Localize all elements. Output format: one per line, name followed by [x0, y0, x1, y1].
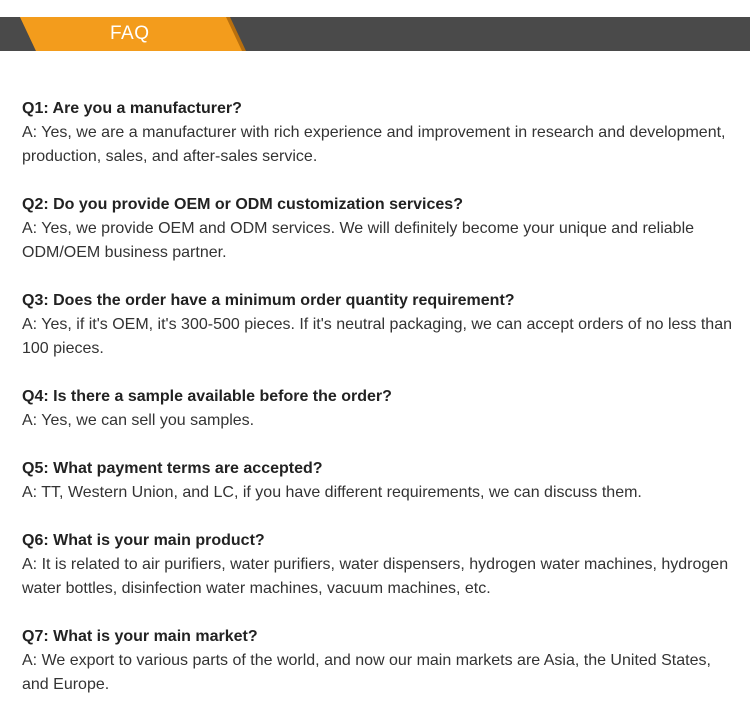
faq-answer: A: We export to various parts of the world, and now our main markets are Asia, the United States, and Europe. [22, 652, 711, 693]
faq-question: Q7: What is your main market? [22, 628, 258, 645]
faq-list [22, 97, 737, 721]
faq-question: Q6: What is your main product? [22, 532, 265, 549]
faq-question: Q3: Does the order have a minimum order quantity requirement? [22, 292, 515, 309]
faq-item-2 [22, 193, 737, 265]
faq-question: Q5: What payment terms are accepted? [22, 460, 323, 477]
faq-item-1 [22, 97, 737, 169]
faq-answer: A: Yes, we can sell you samples. [22, 412, 255, 429]
faq-question: Q2: Do you provide OEM or ODM customization services? [22, 196, 463, 213]
faq-item-5 [22, 457, 737, 505]
faq-question: Q4: Is there a sample available before the order? [22, 388, 392, 405]
faq-answer: A: Yes, if it's OEM, it's 300-500 pieces. If it's neutral packaging, we can accept orders of no less than 100 pieces. [22, 316, 732, 357]
faq-answer: A: Yes, we are a manufacturer with rich experience and improvement in research and development, production, sales, and after-sales service. [22, 124, 726, 165]
faq-item-6 [22, 529, 737, 601]
faq-answer: A: Yes, we provide OEM and ODM services. We will definitely become your unique and reliable ODM/OEM business partner. [22, 220, 695, 261]
faq-answer: A: TT, Western Union, and LC, if you have different requirements, we can discuss them. [22, 484, 642, 501]
faq-item-7 [22, 625, 737, 697]
page-title: FAQ [110, 23, 150, 44]
faq-item-3 [22, 289, 737, 361]
faq-question: Q1: Are you a manufacturer? [22, 100, 242, 117]
faq-item-4 [22, 385, 737, 433]
faq-answer: A: It is related to air purifiers, water purifiers, water dispensers, hydrogen water machines, hydrogen water bottles, disinfection water machines, vacuum machines, etc. [22, 556, 729, 597]
